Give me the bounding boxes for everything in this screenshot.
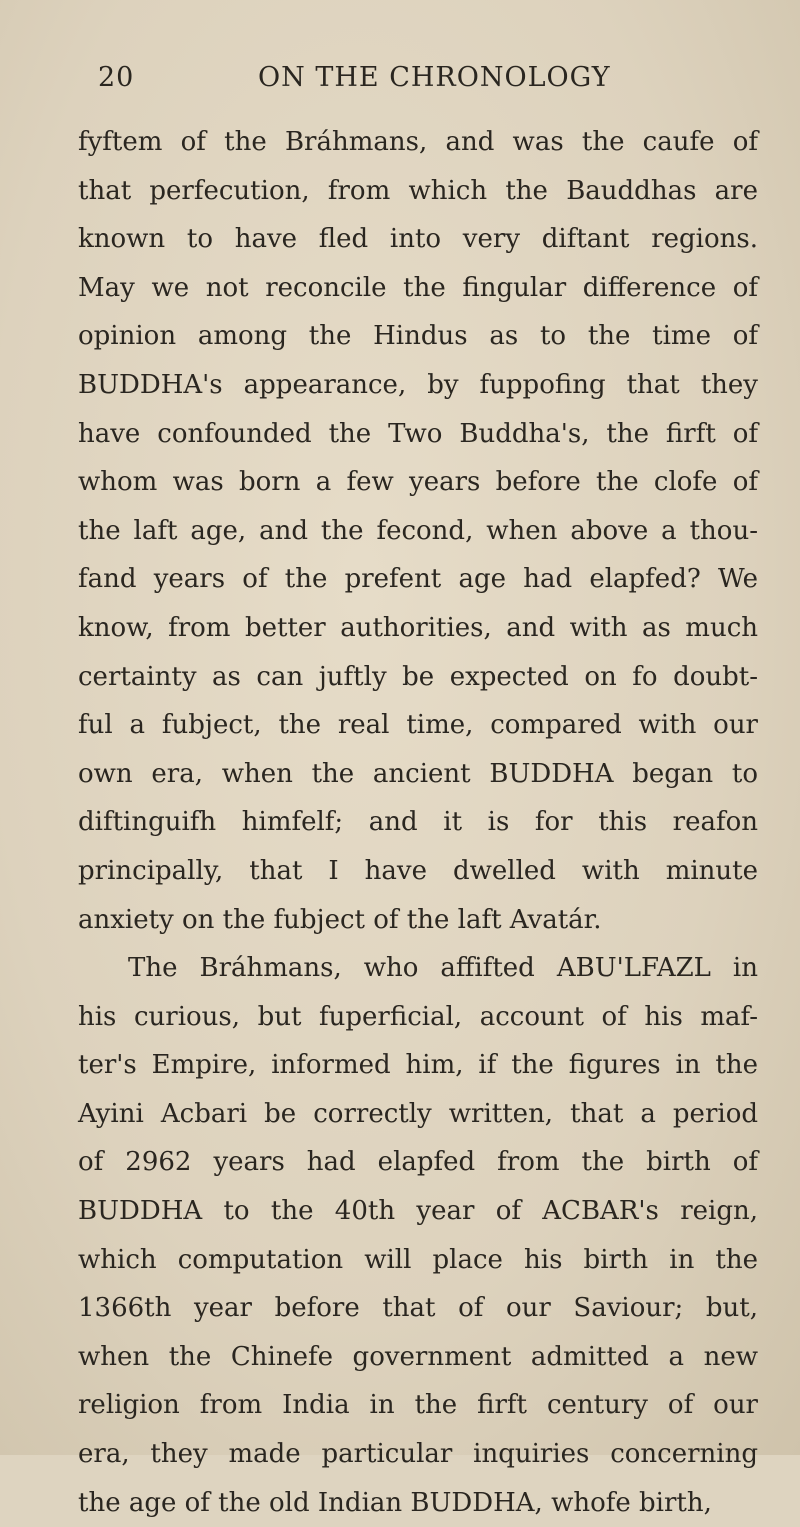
text-line: fyftem of the Bráhmans, and was the caufe of	[78, 127, 758, 157]
text-line: opinion among the Hindus as to the time of	[78, 321, 758, 352]
text-line: fand years of the prefent age had elapfed? We	[78, 564, 758, 595]
text-line: that perfecution, from which the Bauddhas are	[78, 175, 758, 206]
text-line: known to have fled into very diftant regions.	[78, 224, 758, 255]
text-line: BUDDHA to the 40th year of ACBAR's reign,	[78, 1196, 758, 1227]
text-line: religion from India in the firft century of our	[78, 1390, 758, 1421]
text-line: diftinguifh himfelf; and it is for this reafon	[78, 807, 758, 838]
text-line: May we not reconcile the fingular difference of	[78, 272, 758, 303]
text-line: whom was born a few years before the clofe of	[78, 467, 758, 498]
text-line: when the Chinefe government admitted a new	[78, 1341, 758, 1372]
running-head: ON THE CHRONOLOGY	[258, 62, 611, 93]
body-text	[78, 118, 758, 1527]
text-line: era, they made particular inquiries concerning	[78, 1439, 758, 1470]
text-line: have confounded the Two Buddha's, the firft of	[78, 418, 758, 449]
text-line: ter's Empire, informed him, if the figures in the	[78, 1050, 758, 1081]
text-line: his curious, but fuperficial, account of his maf-	[78, 1001, 758, 1032]
text-line: own era, when the ancient BUDDHA began to	[78, 758, 758, 789]
text-line: of 2962 years had elapfed from the birth of	[78, 1147, 758, 1178]
text-line: anxiety on the fubject of the laft Avatár.	[78, 904, 602, 935]
text-line: BUDDHA's appearance, by fuppofing that they	[78, 369, 758, 400]
text-line: know, from better authorities, and with as much	[78, 612, 758, 643]
text-line: ful a fubject, the real time, compared with our	[78, 710, 758, 741]
text-line: principally, that I have dwelled with minute	[78, 855, 758, 886]
page-number: 20	[98, 62, 135, 93]
text-line: Ayini Acbari be correctly written, that a period	[78, 1098, 758, 1129]
text-line: which computation will place his birth in the	[78, 1244, 758, 1275]
page-header	[98, 62, 748, 102]
text-line: 1366th year before that of our Saviour; but,	[78, 1293, 758, 1324]
text-line: The Bráhmans, who affifted ABU'LFAZL in	[128, 953, 758, 984]
text-line: certainty as can juftly be expected on fo doubt-	[78, 661, 758, 692]
text-line: the age of the old Indian BUDDHA, whofe birth,	[78, 1487, 712, 1518]
text-line: the laft age, and the fecond, when above a thou-	[78, 515, 758, 546]
